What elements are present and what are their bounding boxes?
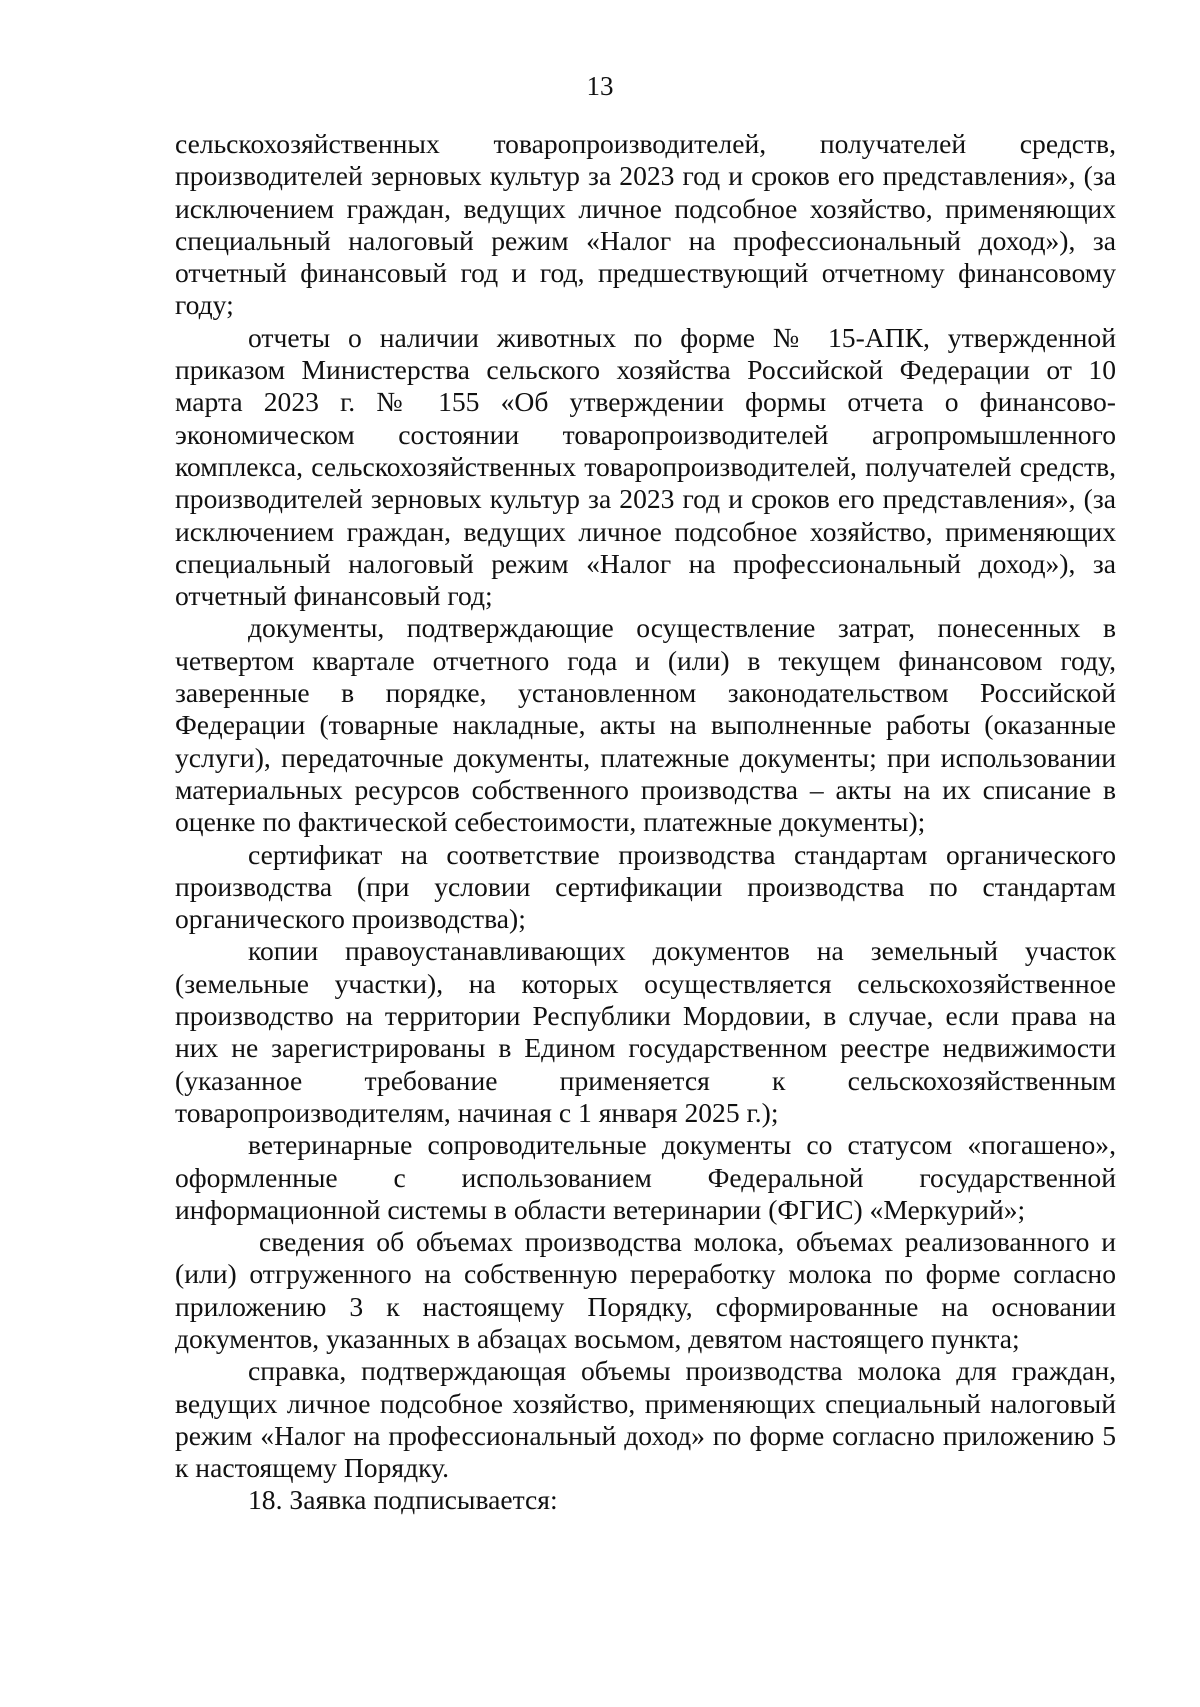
paragraph-application-signing: 18. Заявка подписывается: xyxy=(248,1484,558,1516)
paragraph-milk-volumes: сведения об объемах производства молока, объемах реализованного и (или) отгруженного на собственную переработку молока по форме согласно приложению 3 к настоящему Порядку, сформированные на основании документов, указанных в абзацах восьмом, девятом настоящего пункта; xyxy=(175,1226,1116,1354)
document-body xyxy=(175,128,1116,1517)
paragraph-veterinary-documents: ветеринарные сопроводительные документы со статусом «погашено», оформленные с использованием Федеральной государственной информационной системы в области ветеринарии (ФГИС) «Меркурий»; xyxy=(175,1129,1116,1225)
paragraph-animal-reports: отчеты о наличии животных по форме № 15-АПК, утвержденной приказом Министерства сельского хозяйства Российской Федерации от 10 марта 2023 г. № 155 «Об утверждении формы отчета о финансово-экономическом состоянии товаропроизводителей агропромышленного комплекса, сельскохозяйственных товаропроизводителей, получателей средств, производителей зерновых культур за 2023 год и сроков его представления», (за исключением граждан, ведущих личное подсобное хозяйство, применяющих специальный налоговый режим «Налог на профессиональный доход»), за отчетный финансовый год; xyxy=(175,321,1116,612)
page-number: 13 xyxy=(586,71,614,101)
paragraph-milk-certificate: справка, подтверждающая объемы производства молока для граждан, ведущих личное подсобное хозяйство, применяющих специальный налоговый режим «Налог на профессиональный доход» по форме согласно приложению 5 к настоящему Порядку. xyxy=(175,1355,1116,1484)
paragraph-continuation: сельскохозяйственных товаропроизводителей, получателей средств, производителей зерновых культур за 2023 год и сроков его представления», (за исключением граждан, ведущих личное подсобное хозяйство, применяющих специальный налоговый режим «Налог на профессиональный доход»), за отчетный финансовый год и год, предшествующий отчетному финансовому году; xyxy=(175,128,1116,321)
paragraph-land-documents: копии правоустанавливающих документов на земельный участок (земельные участки), на которых осуществляется сельскохозяйственное производство на территории Республики Мордовии, в случае, если права на них не зарегистрированы в Едином государственном реестре недвижимости (указанное требование применяется к сельскохозяйственным товаропроизводителям, начиная с 1 января 2025 г.); xyxy=(175,935,1116,1128)
paragraph-cost-documents: документы, подтверждающие осуществление затрат, понесенных в четвертом квартале отчетного года и (или) в текущем финансовом году, заверенные в порядке, установленном законодательством Российской Федерации (товарные накладные, акты на выполненные работы (оказанные услуги), передаточные документы, платежные документы; при использовании материальных ресурсов собственного производства – акты на их списание в оценке по фактической себестоимости, платежные документы); xyxy=(175,612,1116,838)
paragraph-organic-certificate: сертификат на соответствие производства стандартам органического производства (при условии сертификации производства по стандартам органического производства); xyxy=(175,838,1116,935)
